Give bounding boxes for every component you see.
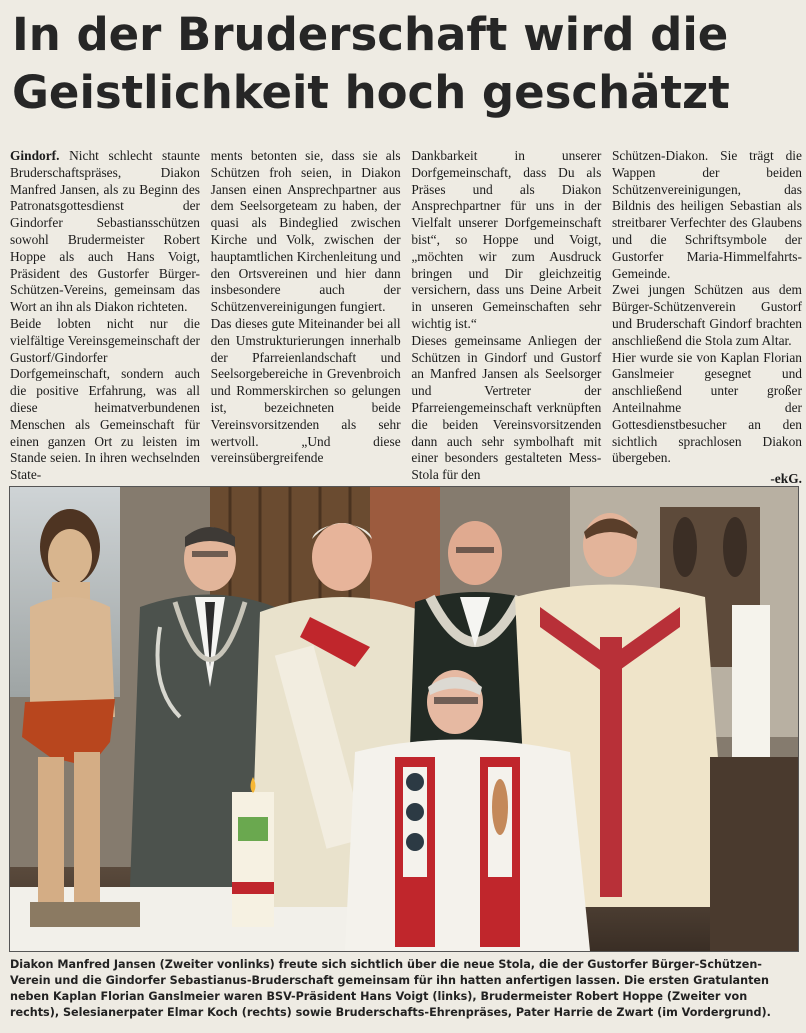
article-paragraph	[10, 148, 200, 316]
candle-stand	[710, 757, 798, 951]
altar-candle	[732, 605, 770, 775]
group-photo	[9, 486, 799, 952]
niche-figure-right	[723, 517, 747, 577]
article-paragraph: Dieses gemeinsame Anliegen der Schützen in Gindorf und Gustorf an Manfred Jansen als Seelsorger und Vertreter der Pfarreiengemeinschaft verknüpften die beiden Vereinsvorsitzenden dann auch sehr symbolhaft mit einer besonders gestalteten Mess-Stola für den	[411, 332, 602, 483]
headline-line-2: Geistlichkeit hoch geschätzt	[12, 66, 730, 119]
article-column-2	[211, 148, 401, 473]
article-paragraph: Das dieses gute Miteinander bei all den Umstrukturierungen innerhalb der Pfarreienlandschaft und Seelsorgebereiche in Grevenbroich und Rommerskirchen so gelungen ist, bezeichneten beide Vereinsvorsitzenden als sehr wertvoll. „Und diese vereinsübergreifende	[210, 315, 401, 466]
article-paragraph: ments betonten sie, dass sie als Schützen froh seien, in Diakon Jansen einen Ansprechpartner aus dem Seelsorgeteam zu haben, der quasi als Bindeglied zwischen Kirche und Volk, zwischen der hauptamtlichen Kirchenleitung und den Ortsvereinen und hier dann insbesondere auch der Schützenvereinigungen fungiert.	[210, 148, 401, 315]
article-paragraph: Beide lobten nicht nur die vielfältige Vereinsgemeinschaft der Gustorf/Gindorfer Dorfgemeinschaft, sondern auch die positive Erfahrung, was all diese heimatverbundenen Menschen als Gemeinschaft für einen ganzen Ort zu leisten im Stande seien. In ihren wechselnden State-	[10, 315, 200, 483]
author-byline: -ekG.	[770, 471, 802, 487]
article-paragraph: Schützen-Diakon. Sie trägt die Wappen der beiden Schützenvereinigungen, das Bildnis des heiligen Sebastian als streitbarer Verfechter des Glaubens und die Schriftsymbole der Gustorfer Maria-Himmelfahrts-Gemeinde.	[611, 148, 802, 281]
article-column-4	[611, 148, 802, 487]
group-photo-illustration	[10, 487, 798, 951]
article-paragraph: Hier wurde sie von Kaplan Florian Ganslmeier gesegnet und anschließend unter großer Anteilnahme der Gottesdienstbesucher an den sichtlich sprachlosen Diakon übergeben.	[611, 349, 802, 466]
article-paragraph: Zwei jungen Schützen aus dem Bürger-Schützenverein Gustorf und Bruderschaft Gindorf brachten anschließend die Stola zum Altar.	[611, 282, 802, 348]
article-column-1	[10, 148, 200, 483]
article-paragraph: Dankbarkeit in unserer Dorfgemeinschaft, dass Du als Präses und als Diakon Ansprechpartner für uns in der Vielfalt unserer Dorfgemeinschaft bist“, so Hoppe und Voigt, „möchten wir zum Ausdruck bringen und Dir gleichzeitig versichern, dass uns Deine Arbeit in unseren Gemeinschaften sehr wichtig ist.“	[411, 148, 602, 331]
article-body	[10, 148, 802, 487]
easter-candle	[232, 777, 274, 927]
headline	[12, 6, 802, 122]
paragraph-text: Nicht schlecht staunte Bruderschaftspräses, Diakon Manfred Jansen, als zu Beginn des Patronatsgottesdienst der Gindorfer Sebastiansschützen sowohl Brudermeister Robert Hoppe als auch Hans Voigt, Präsident des Gustorfer Bürger-Schützen-Vereins, gemeinsam das Wort an ihn als Diakon richteten.	[10, 148, 200, 315]
niche-figure-left	[673, 517, 697, 577]
article-column-3	[411, 148, 602, 483]
dateline: Gindorf.	[10, 148, 60, 163]
headline-line-1: In der Bruderschaft wird die	[12, 8, 729, 61]
photo-caption: Diakon Manfred Jansen (Zweiter vonlinks) freute sich sichtlich über die neue Stola, die der Gustorfer Bürger-Schützen-Verein und die Gindorfer Sebastianus-Bruderschaft gemeinsam für ihn hatten anfertigen lassen. Die ersten Gratulanten neben Kaplan Florian Ganslmeier waren BSV-Präsident Hans Voigt (links), Brudermeister Robert Hoppe (Zweiter von rechts), Selesianerpater Elmar Koch (rechts) sowie Bruderschafts-Ehrenpräses, Pater Harrie de Zwart (im Vordergrund).	[10, 958, 771, 1019]
